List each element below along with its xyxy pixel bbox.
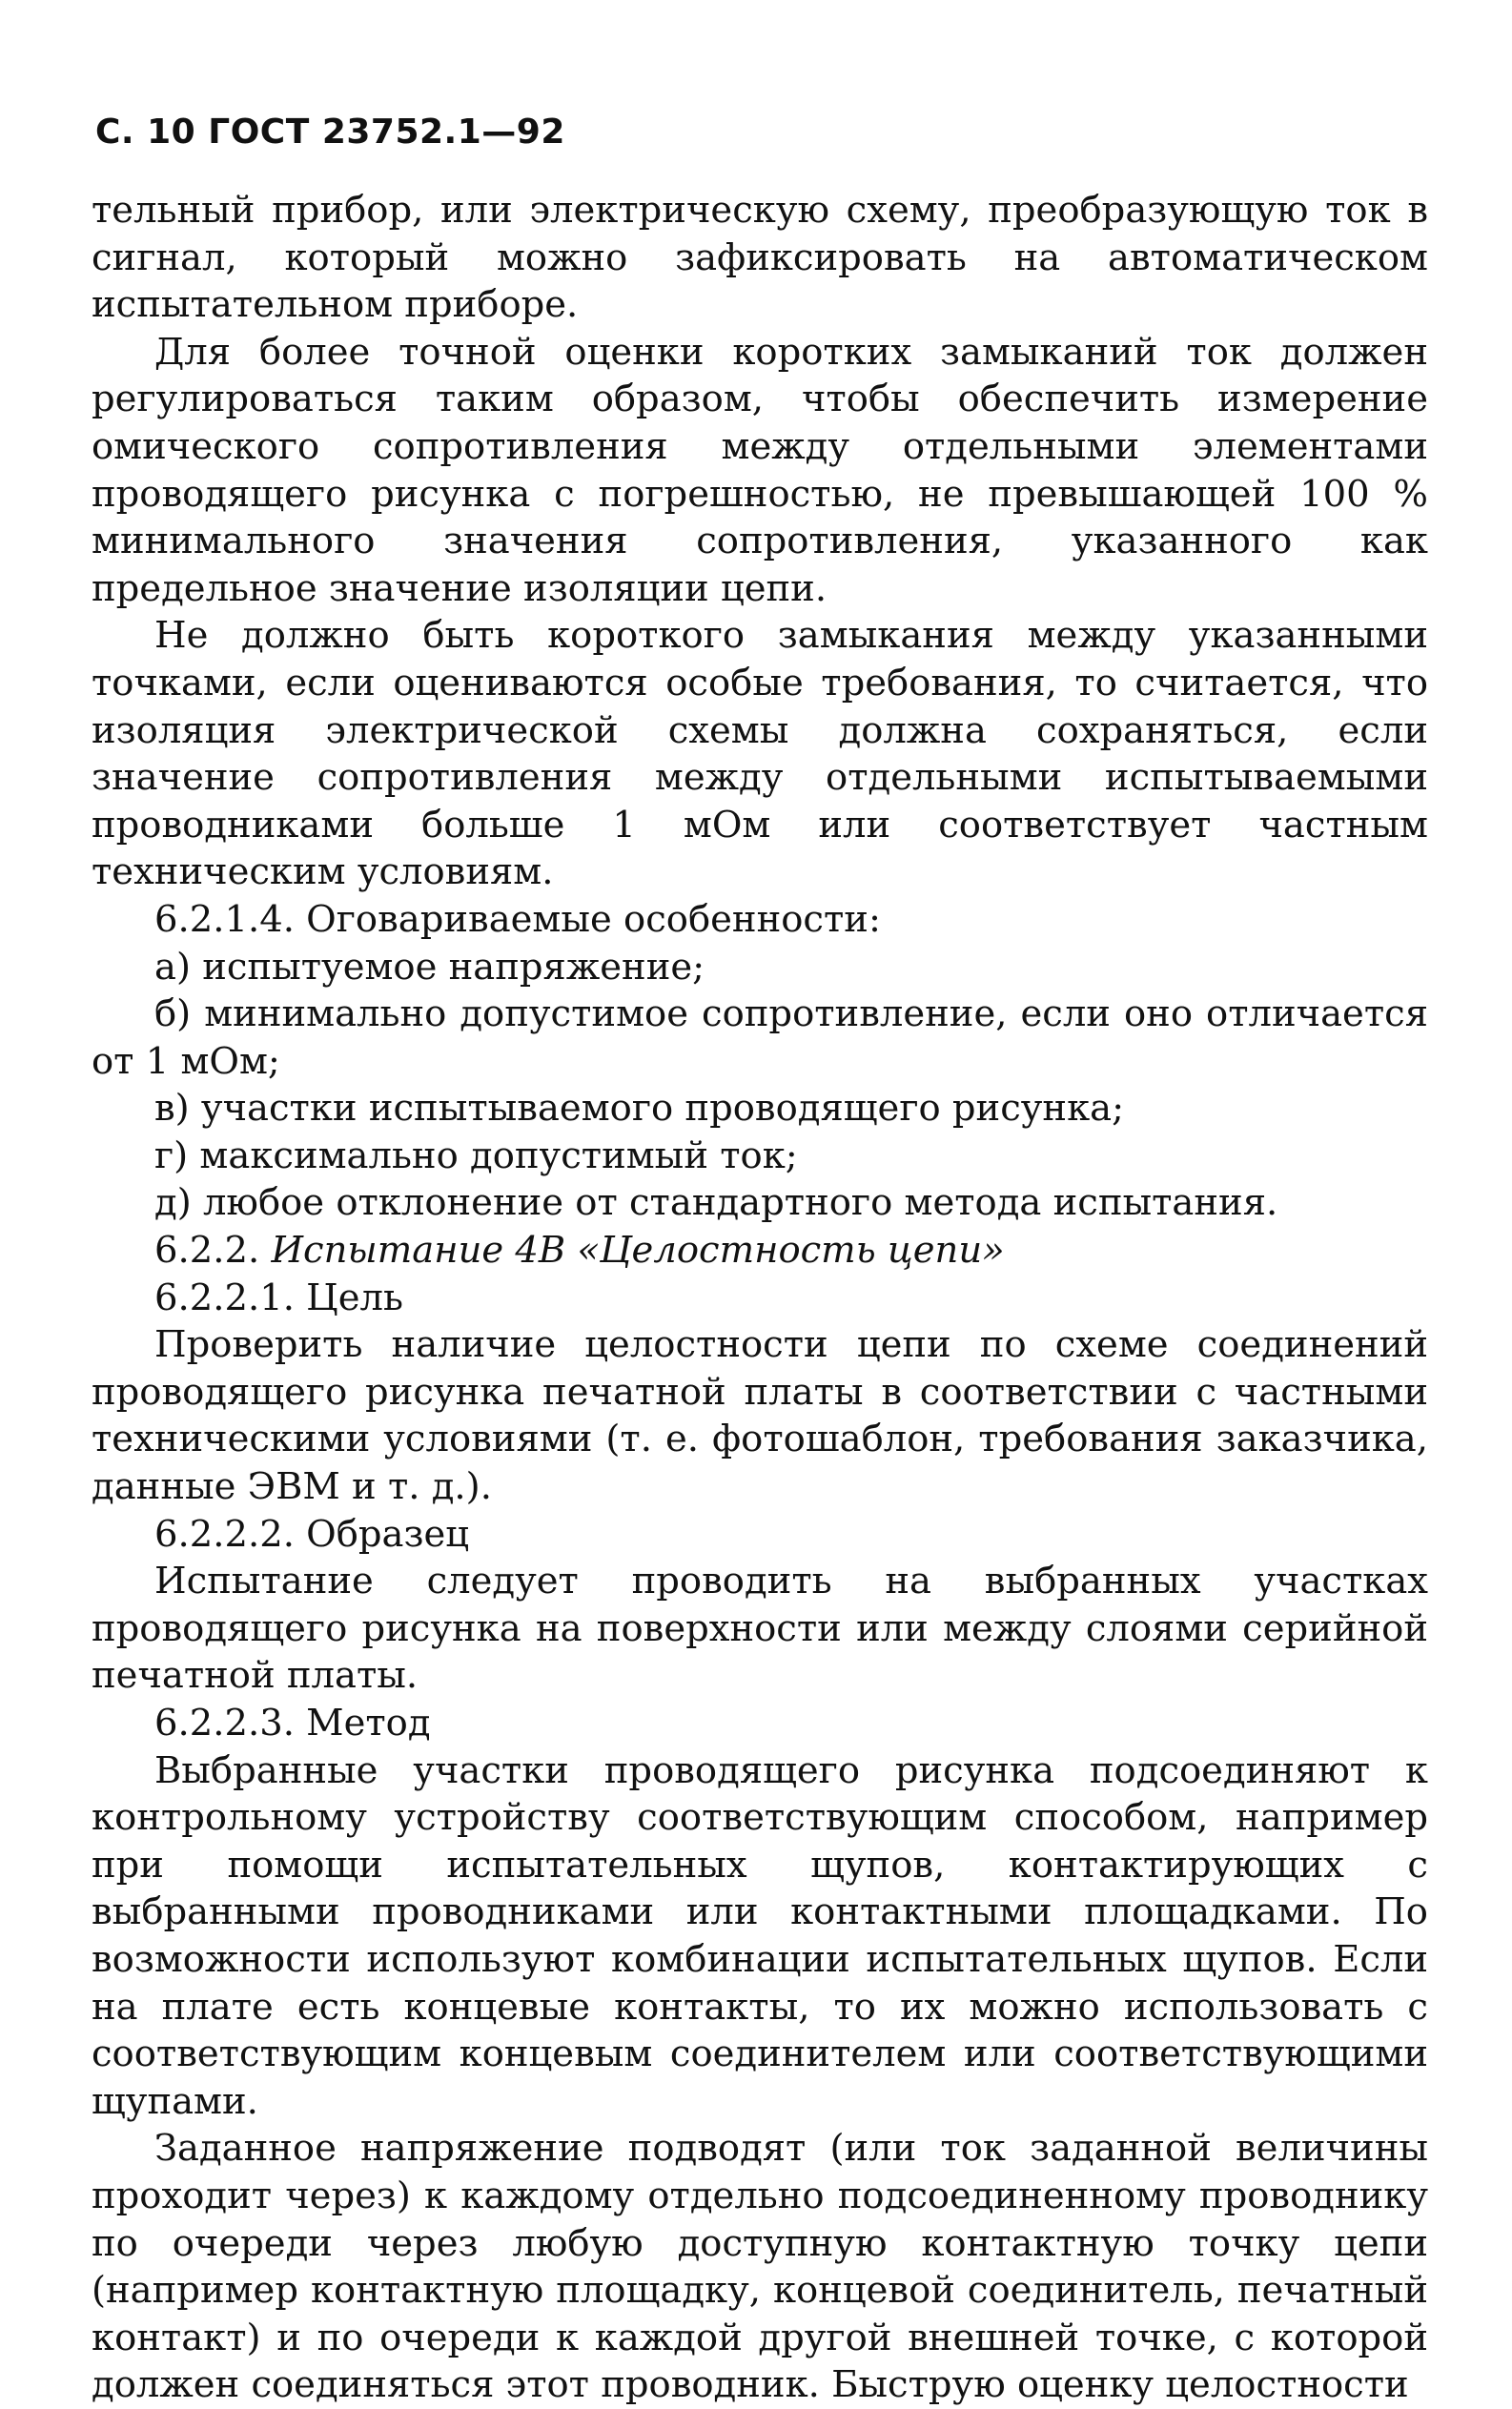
document-body [92,187,1428,2409]
list-item-g: г) максимально допустимый ток; [154,1133,798,1177]
section-6-2-2-2-heading: 6.2.2.2. Образец [154,1512,470,1556]
paragraph-no-short-circuit: Не должно быть короткого замыкания между указанными точками, если оцениваются особые требования, то считается, что изоляция электрической схемы должна сохраняться, если значение сопротивления между отдельными испытываемыми проводниками больше 1 мОм или соответствует частным техническим условиям. [92,614,1428,894]
section-6-2-2-1-heading: 6.2.2.1. Цель [154,1276,403,1319]
paragraph-continued: тельный прибор, или электрическую схему, преобразующую ток в сигнал, который можно зафиксировать на автоматическом испытательном приборе. [92,189,1428,327]
paragraph-sample: Испытание следует проводить на выбранных участках проводящего рисунка на поверхности или между слоями серийной печатной платы. [92,1560,1428,1698]
section-6-2-2-number: 6.2.2. [154,1229,260,1273]
section-6-2-2-3-heading: 6.2.2.3. Метод [154,1702,431,1745]
list-item-a: а) испытуемое напряжение; [154,945,705,989]
section-6-2-1-4: 6.2.1.4. Оговариваемые особенности: [154,897,881,941]
list-item-b: б) минимально допустимое сопротивление, если оно отличается от 1 мОм; [92,992,1428,1083]
section-6-2-2-title: Испытание 4В «Целостность цепи» [271,1229,1005,1273]
paragraph-method-2: Заданное напряжение подводят (или ток заданной величины проходит через) к каждому отдельно подсоединенному проводнику по очереди через любую доступную контактную точку цепи (например контактную площадку, концевой соединитель, печатный контакт) и по очереди к каждой другой внешней точке, с которой должен соединяться этот проводник. Быструю оценку целостности [92,2127,1428,2407]
list-item-v: в) участки испытываемого проводящего рисунка; [154,1087,1125,1131]
paragraph-goal: Проверить наличие целостности цепи по схеме соединений проводящего рисунка печатной платы в соответствии с частными техническими условиями (т. е. фотошаблон, требования заказчика, данные ЭВМ и т. д.). [92,1323,1428,1509]
page-header: С. 10 ГОСТ 23752.1—92 [95,112,565,152]
list-item-d: д) любое отклонение от стандартного метода испытания. [154,1181,1278,1225]
paragraph-short-circuit-accuracy: Для более точной оценки коротких замыканий ток должен регулироваться таким образом, чтобы обеспечить измерение омического сопротивления между отдельными элементами проводящего рисунка с погрешностью, не превышающей 100 % минимального значения сопротивления, указанного как предельное значение изоляции цепи. [92,330,1428,610]
section-6-2-2-heading [92,1227,1428,1275]
paragraph-method-1: Выбранные участки проводящего рисунка подсоединяют к контрольному устройству соответствующим способом, например при помощи испытательных щупов, контактирующих с выбранными проводниками или контактными площадками. По возможности используют комбинации испытательных щупов. Если на плате есть концевые контакты, то их можно использовать с соответствующим концевым соединителем или соответствующими щупами. [92,1748,1428,2123]
